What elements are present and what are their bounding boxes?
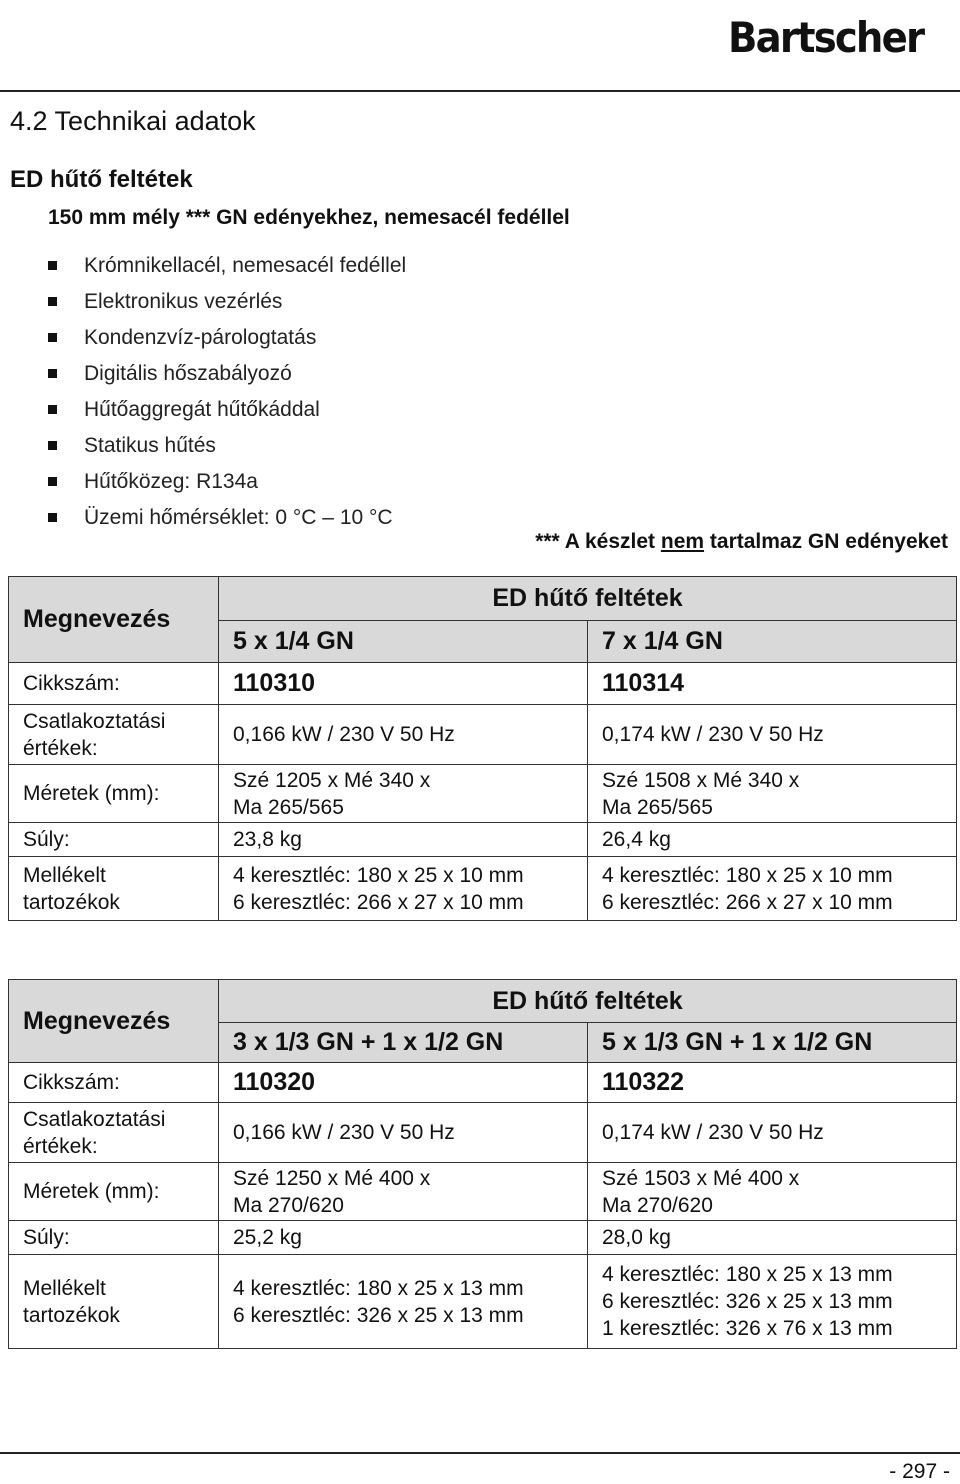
header-label: Megnevezés — [9, 577, 219, 663]
cell-value: Szé 1503 x Mé 400 x Ma 270/620 — [588, 1163, 957, 1221]
feature-text: Kondenzvíz-párologtatás — [84, 326, 317, 349]
page-number: - 297 - — [889, 1460, 950, 1483]
group-title: ED hűtő feltétek — [219, 980, 957, 1023]
feature-text: Üzemi hőmérséklet: 0 °C – 10 °C — [84, 506, 393, 529]
bullet-square-icon — [48, 261, 57, 270]
cell-value: 4 keresztléc: 180 x 25 x 13 mm 6 keresztléc: 326 x 25 x 13 mm — [219, 1255, 588, 1349]
cell-value: 23,8 kg — [219, 823, 588, 857]
list-item — [48, 288, 406, 324]
row-label: Mellékelt tartozékok — [9, 857, 219, 921]
row-label: Csatlakoztatási értékek: — [9, 1103, 219, 1163]
footer-rule — [0, 1452, 960, 1454]
cell-value: 0,166 kW / 230 V 50 Hz — [219, 1103, 588, 1163]
logo-wordmark: Bartscher — [728, 13, 924, 62]
bullet-square-icon — [48, 369, 57, 378]
row-label: Súly: — [9, 1221, 219, 1255]
list-item — [48, 324, 406, 360]
bartscher-logo — [728, 6, 944, 70]
cell-value: 4 keresztléc: 180 x 25 x 10 mm 6 keresztléc: 266 x 27 x 10 mm — [219, 857, 588, 921]
description: 150 mm mély *** GN edényekhez, nemesacél fedéllel — [48, 206, 570, 229]
bullet-square-icon — [48, 297, 57, 306]
feature-text: Krómnikellacél, nemesacél fedéllel — [84, 254, 407, 277]
cell-value: 0,174 kW / 230 V 50 Hz — [588, 1103, 957, 1163]
cell-value: 25,2 kg — [219, 1221, 588, 1255]
row-label: Cikkszám: — [9, 663, 219, 705]
feature-text: Elektronikus vezérlés — [84, 290, 283, 313]
cell-value: 4 keresztléc: 180 x 25 x 10 mm 6 keresztléc: 266 x 27 x 10 mm — [588, 857, 957, 921]
feature-text: Hűtőaggregát hűtőkáddal — [84, 398, 320, 421]
article-number: 110314 — [588, 663, 957, 705]
model-name: 5 x 1/3 GN + 1 x 1/2 GN — [588, 1023, 957, 1063]
row-label: Méretek (mm): — [9, 765, 219, 823]
cell-value: 26,4 kg — [588, 823, 957, 857]
list-item — [48, 252, 406, 288]
header-rule — [0, 90, 960, 92]
row-label: Méretek (mm): — [9, 1163, 219, 1221]
row-label: Súly: — [9, 823, 219, 857]
model-name: 5 x 1/4 GN — [219, 621, 588, 663]
bullet-square-icon — [48, 333, 57, 342]
header-label: Megnevezés — [9, 980, 219, 1063]
section-title: 4.2 Technikai adatok — [10, 106, 256, 136]
article-number: 110310 — [219, 663, 588, 705]
bullet-square-icon — [48, 441, 57, 450]
model-name: 3 x 1/3 GN + 1 x 1/2 GN — [219, 1023, 588, 1063]
feature-list — [48, 252, 406, 540]
cell-value: 28,0 kg — [588, 1221, 957, 1255]
cell-value: Szé 1508 x Mé 340 x Ma 265/565 — [588, 765, 957, 823]
feature-text: Digitális hőszabályozó — [84, 362, 292, 385]
list-item — [48, 396, 406, 432]
row-label: Mellékelt tartozékok — [9, 1255, 219, 1349]
list-item — [48, 504, 406, 540]
sub-title: ED hűtő feltétek — [10, 166, 193, 193]
cell-value: 0,174 kW / 230 V 50 Hz — [588, 705, 957, 765]
article-number: 110322 — [588, 1063, 957, 1103]
row-label: Cikkszám: — [9, 1063, 219, 1103]
feature-text: Statikus hűtés — [84, 434, 216, 457]
cell-value: 0,166 kW / 230 V 50 Hz — [219, 705, 588, 765]
list-item — [48, 360, 406, 396]
bullet-square-icon — [48, 405, 57, 414]
article-number: 110320 — [219, 1063, 588, 1103]
spec-table-1 — [8, 576, 957, 921]
bullet-square-icon — [48, 477, 57, 486]
row-label: Csatlakoztatási értékek: — [9, 705, 219, 765]
model-name: 7 x 1/4 GN — [588, 621, 957, 663]
cell-value: 4 keresztléc: 180 x 25 x 13 mm 6 keresztléc: 326 x 25 x 13 mm 1 keresztléc: 326 x 76 x 13 mm — [588, 1255, 957, 1349]
list-item — [48, 432, 406, 468]
list-item — [48, 468, 406, 504]
note-text: *** A készlet nem tartalmaz GN edényeket — [535, 530, 948, 553]
feature-text: Hűtőközeg: R134a — [84, 470, 258, 493]
cell-value: Szé 1250 x Mé 400 x Ma 270/620 — [219, 1163, 588, 1221]
bullet-square-icon — [48, 513, 57, 522]
group-title: ED hűtő feltétek — [219, 577, 957, 621]
spec-table-2 — [8, 979, 957, 1349]
cell-value: Szé 1205 x Mé 340 x Ma 265/565 — [219, 765, 588, 823]
